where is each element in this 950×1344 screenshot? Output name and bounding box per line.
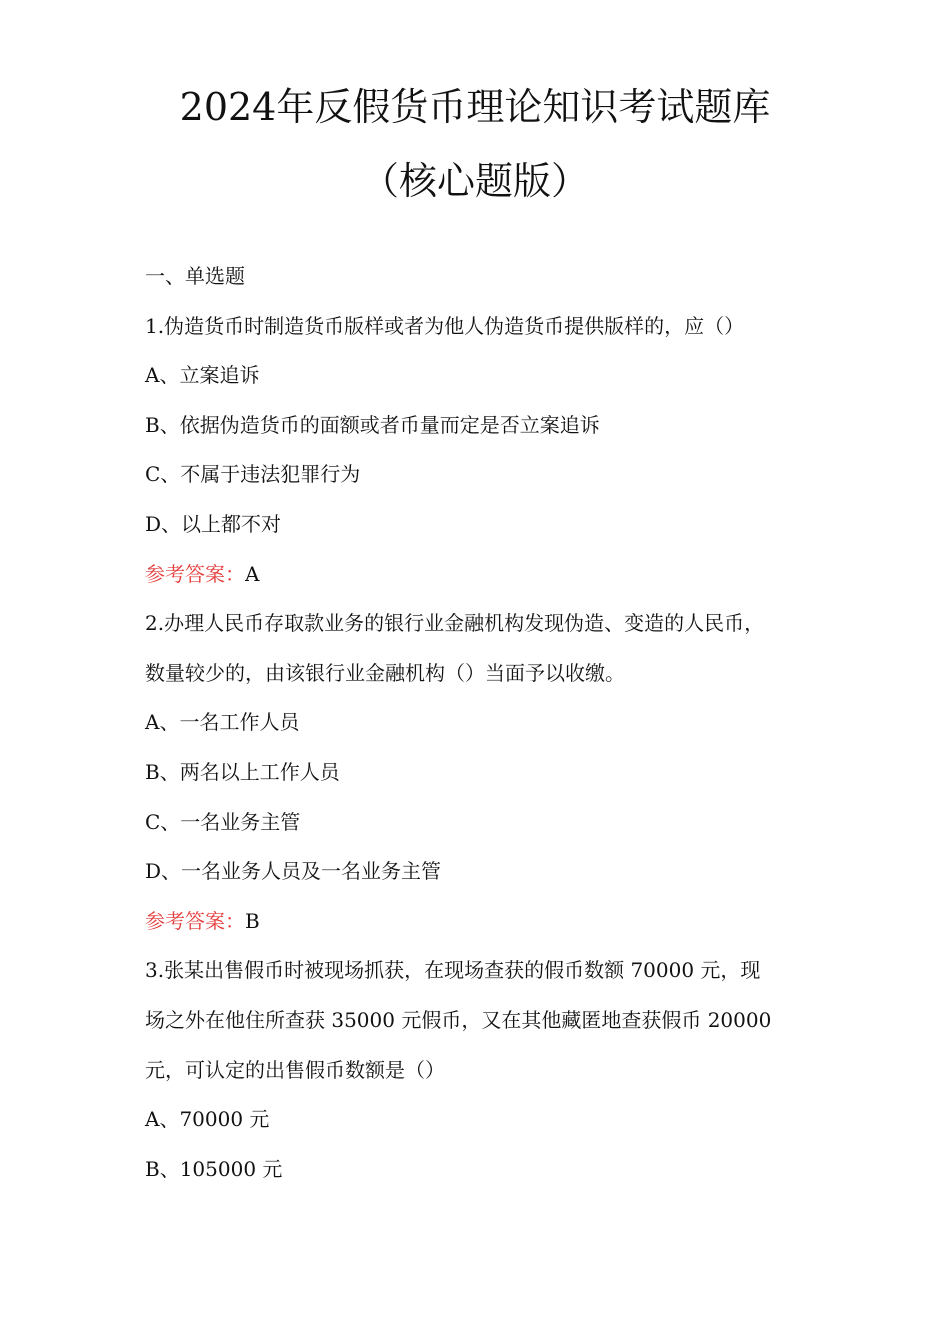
answer-label: 参考答案： (145, 561, 245, 586)
question-3-option-b: B、105000 元 (145, 1156, 283, 1181)
question-3 (145, 956, 825, 1204)
document-subtitle: （核心题版） (360, 159, 589, 203)
question-3-text-line-1: 3.张某出售假币时被现场抓获，在现场查获的假币数额 70000 元，现 (145, 958, 761, 983)
question-1-option-d: D、以上都不对 (145, 511, 282, 536)
question-1 (145, 312, 825, 610)
answer-value: B (245, 908, 260, 933)
document-title: 2024年反假货币理论知识考试题库 (179, 85, 771, 129)
question-1-option-a: A、立案追诉 (145, 363, 260, 388)
question-2-answer (145, 907, 825, 957)
answer-label: 参考答案： (145, 908, 245, 933)
question-1-option-b: B、依据伪造货币的面额或者币量而定是否立案追诉 (145, 412, 600, 437)
question-3-text-line-3: 元，可认定的出售假币数额是（） (145, 1057, 445, 1082)
question-3-option-a: A、70000 元 (145, 1107, 270, 1132)
question-2-option-a: A、一名工作人员 (145, 710, 300, 735)
question-3-text-line-2: 场之外在他住所查获 35000 元假币，又在其他藏匿地查获假币 20000 (145, 1007, 772, 1032)
question-2 (145, 609, 825, 956)
question-2-text-line-1: 2.办理人民币存取款业务的银行业金融机构发现伪造、变造的人民币， (145, 611, 765, 636)
answer-value: A (245, 561, 260, 586)
question-2-option-c: C、一名业务主管 (145, 809, 301, 834)
question-1-text: 1.伪造货币时制造货币版样或者为他人伪造货币提供版样的，应（） (145, 313, 745, 338)
question-2-option-b: B、两名以上工作人员 (145, 759, 340, 784)
document-body (145, 262, 825, 1204)
question-1-answer (145, 560, 825, 610)
question-1-option-c: C、不属于违法犯罪行为 (145, 462, 361, 487)
question-2-text-line-2: 数量较少的，由该银行业金融机构（）当面予以收缴。 (145, 660, 625, 685)
question-2-option-d: D、一名业务人员及一名业务主管 (145, 859, 442, 884)
section-heading: 一、单选题 (145, 264, 245, 288)
